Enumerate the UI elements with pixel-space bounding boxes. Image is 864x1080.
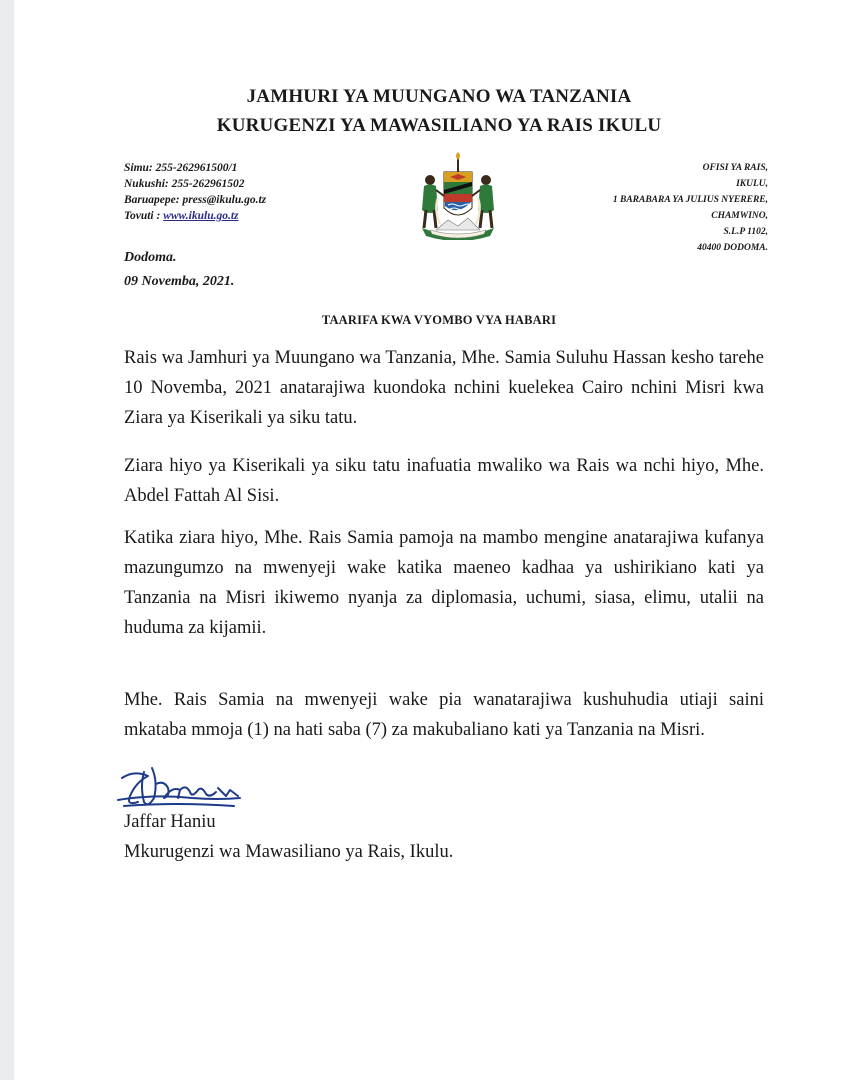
address-line: S.L.P 1102, (723, 227, 768, 237)
address-line: 1 BARABARA YA JULIUS NYERERE, (612, 195, 768, 205)
website-label: Tovuti : (124, 210, 164, 222)
email-address: Baruapepe: press@ikulu.go.tz (124, 194, 267, 206)
website-line (124, 208, 266, 224)
body-paragraph: Katika ziara hiyo, Mhe. Rais Samia pamoja na mambo mengine anatarajiwa kufanya mazungumzo na mwenyeji wake katika maeneo kadhaa ya ushirikiano kati ya Tanzania na Misri ikiwemo nyanja za diplomasia, uchumi, siasa, elimu, utalii na huduma za kijamii. (124, 528, 764, 638)
header-office-name: KURUGENZI YA MAWASILIANO YA RAIS IKULU (216, 115, 662, 136)
tanzania-coat-of-arms-icon (412, 150, 504, 240)
office-address (613, 160, 768, 256)
signatory-name: Jaffar Haniu (124, 812, 216, 832)
signatory-block (124, 807, 453, 867)
address-line: OFISI YA RAIS, (702, 163, 768, 173)
website-link[interactable]: www.ikulu.go.tz (163, 210, 239, 222)
place-date-block (124, 246, 234, 294)
place: Dodoma. (124, 250, 177, 265)
press-release-page (14, 0, 864, 1080)
contact-block (124, 160, 266, 224)
body-paragraph: Mhe. Rais Samia na mwenyeji wake pia wanatarajiwa kushuhudia utiaji saini mkataba mmoja (1) na hati saba (7) za makubaliano kati ya Tanzania na Misri. (124, 690, 764, 740)
header-country-name: JAMHURI YA MUUNGANO WA TANZANIA (246, 86, 632, 107)
signatory-title: Mkurugenzi wa Mawasiliano ya Rais, Ikulu. (124, 842, 454, 862)
date: 09 Novemba, 2021. (124, 274, 235, 289)
body-paragraph: Ziara hiyo ya Kiserikali ya siku tatu inafuatia mwaliko wa Rais wa nchi hiyo, Mhe. Abdel Fattah Al Sisi. (124, 456, 764, 506)
subject-heading: TAARIFA KWA VYOMBO VYA HABARI (321, 313, 557, 327)
address-line: CHAMWINO, (711, 211, 768, 221)
body-paragraph: Rais wa Jamhuri ya Muungano wa Tanzania, Mhe. Samia Suluhu Hassan kesho tarehe 10 Novemba, 2021 anatarajiwa kuondoka nchini kuelekea Cairo nchini Misri kwa Ziara ya Kiserikali ya siku tatu. (124, 348, 764, 428)
phone-number: Simu: 255-262961500/1 (124, 162, 238, 174)
address-line: 40400 DODOMA. (697, 243, 768, 253)
fax-number: Nukushi: 255-262961502 (124, 178, 245, 190)
address-line: IKULU, (736, 179, 768, 189)
